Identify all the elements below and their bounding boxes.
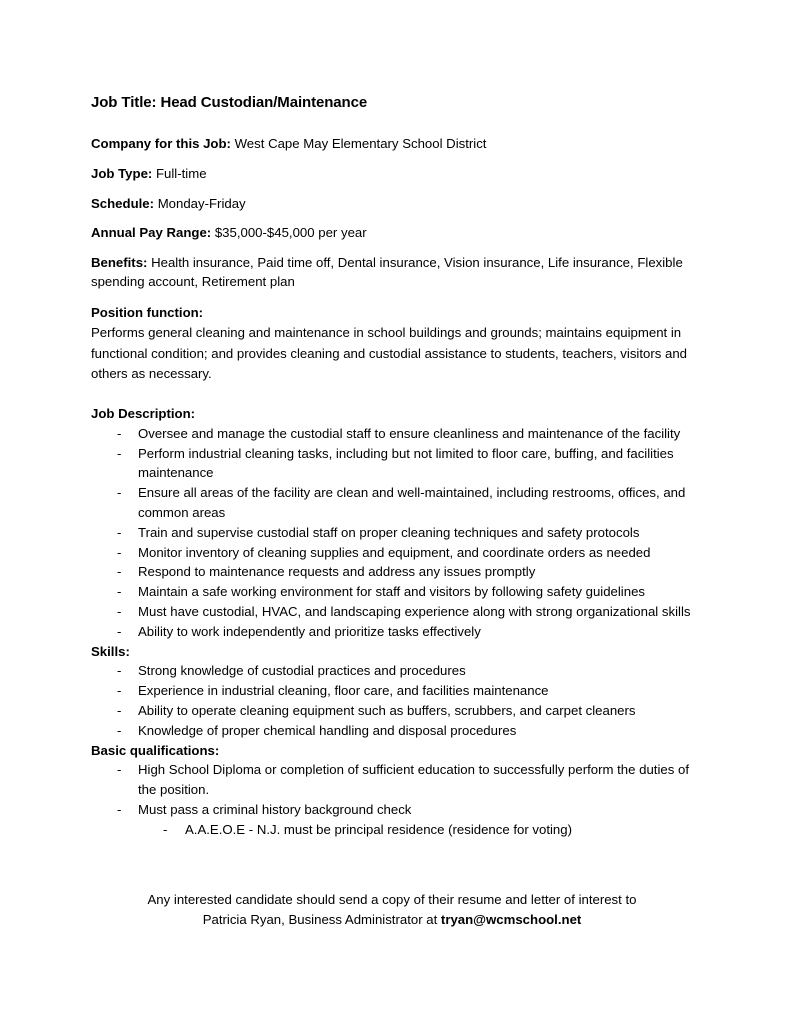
list-item [91, 800, 693, 820]
bullet-dash-icon: - [117, 683, 122, 699]
field-pay-range-label: Annual Pay Range: [91, 225, 212, 241]
bullet-dash-icon: - [117, 485, 122, 501]
list-item [91, 444, 693, 484]
list-item-text: High School Diploma or completion of sufficient education to successfully perform the duties of the position. [138, 762, 689, 798]
list-item-text: Train and supervise custodial staff on proper cleaning techniques and safety protocols [138, 524, 640, 540]
field-schedule-label: Schedule: [91, 195, 155, 211]
bullet-dash-icon: - [117, 544, 122, 560]
basic-qualifications-heading: Basic qualifications: [91, 742, 220, 758]
section-position-function [91, 303, 693, 384]
list-item [91, 701, 693, 721]
section-basic-qualifications [91, 741, 693, 840]
sub-list-item-text: A.A.E.O.E - N.J. must be principal residence (residence for voting) [185, 821, 572, 837]
list-item-text: Strong knowledge of custodial practices and procedures [138, 663, 466, 679]
bullet-dash-icon: - [117, 524, 122, 540]
footer-contact-name: Patricia Ryan, Business Administrator at [202, 912, 441, 928]
bullet-dash-icon: - [117, 603, 122, 619]
list-item [91, 681, 693, 701]
bullet-dash-icon: - [117, 762, 122, 778]
field-pay-range [91, 224, 693, 243]
list-item [91, 424, 693, 444]
document-body [91, 93, 693, 840]
bullet-dash-icon: - [163, 821, 168, 837]
list-item [91, 582, 693, 602]
list-item [91, 602, 693, 622]
list-item-text: Ability to operate cleaning equipment such as buffers, scrubbers, and carpet cleaners [138, 702, 636, 718]
field-job-type-value: Full-time [152, 165, 207, 181]
footer-line-1: Any interested candidate should send a copy of their resume and letter of interest to [147, 892, 637, 907]
list-item-text: Must have custodial, HVAC, and landscaping experience along with strong organizational skills [138, 603, 691, 619]
field-schedule [91, 195, 693, 214]
job-description-list [91, 424, 693, 642]
field-benefits-value: Health insurance, Paid time off, Dental insurance, Vision insurance, Life insurance, Flexible spending account, Retirement plan [91, 255, 683, 289]
list-item-text: Ensure all areas of the facility are clean and well-maintained, including restrooms, offices, and common areas [138, 485, 686, 520]
bullet-dash-icon: - [117, 564, 122, 580]
bullet-dash-icon: - [117, 801, 122, 817]
sub-list-item [91, 820, 693, 840]
field-company [91, 135, 693, 154]
skills-heading: Skills: [91, 643, 130, 659]
bullet-dash-icon: - [117, 623, 122, 639]
bullet-dash-icon: - [117, 663, 122, 679]
list-item-text: Knowledge of proper chemical handling and disposal procedures [138, 722, 517, 738]
bullet-dash-icon: - [117, 425, 122, 441]
basic-qualifications-list [91, 760, 693, 819]
section-job-description [91, 404, 693, 642]
section-skills [91, 642, 693, 741]
bullet-dash-icon: - [117, 445, 122, 461]
field-job-type [91, 165, 693, 184]
bullet-dash-icon: - [117, 702, 122, 718]
spacer [91, 384, 693, 404]
field-pay-range-value: $35,000-$45,000 per year [211, 225, 367, 241]
list-item-text: Oversee and manage the custodial staff to ensure cleanliness and maintenance of the facility [138, 425, 681, 441]
list-item-text: Experience in industrial cleaning, floor care, and facilities maintenance [138, 683, 549, 699]
list-item-text: Maintain a safe working environment for staff and visitors by following safety guidelines [138, 584, 646, 600]
contact-footer [91, 890, 693, 931]
page-title: Job Title: Head Custodian/Maintenance [91, 94, 368, 111]
list-item [91, 483, 693, 523]
list-item [91, 721, 693, 741]
field-company-value: West Cape May Elementary School District [230, 136, 487, 152]
list-item [91, 543, 693, 563]
job-description-heading: Job Description: [91, 406, 196, 422]
field-schedule-value: Monday-Friday [154, 195, 246, 211]
bullet-dash-icon: - [117, 584, 122, 600]
list-item-text: Ability to work independently and prioritize tasks effectively [138, 623, 481, 639]
field-company-label: Company for this Job: [91, 136, 231, 152]
list-item [91, 661, 693, 681]
contact-email[interactable]: tryan@wcmschool.net [440, 912, 582, 928]
position-function-heading: Position function: [91, 304, 204, 320]
field-benefits-label: Benefits: [91, 255, 148, 271]
footer-line-2 [91, 910, 693, 930]
list-item [91, 760, 693, 800]
list-item [91, 562, 693, 582]
basic-qualifications-sublist [91, 820, 693, 840]
position-function-text: Performs general cleaning and maintenance in school buildings and grounds; maintains equipment in functional condition; and provides cleaning and custodial assistance to students, teachers, visitors and others as necessary. [91, 325, 687, 381]
list-item-text: Perform industrial cleaning tasks, including but not limited to floor care, buffing, and facilities maintenance [138, 445, 674, 481]
list-item [91, 523, 693, 543]
list-item-text: Monitor inventory of cleaning supplies and equipment, and coordinate orders as needed [138, 544, 651, 560]
list-item-text: Respond to maintenance requests and address any issues promptly [138, 564, 536, 580]
bullet-dash-icon: - [117, 722, 122, 738]
list-item [91, 622, 693, 642]
skills-list [91, 661, 693, 740]
field-benefits [91, 254, 693, 291]
list-item-text: Must pass a criminal history background check [138, 801, 412, 817]
field-job-type-label: Job Type: [91, 165, 153, 181]
